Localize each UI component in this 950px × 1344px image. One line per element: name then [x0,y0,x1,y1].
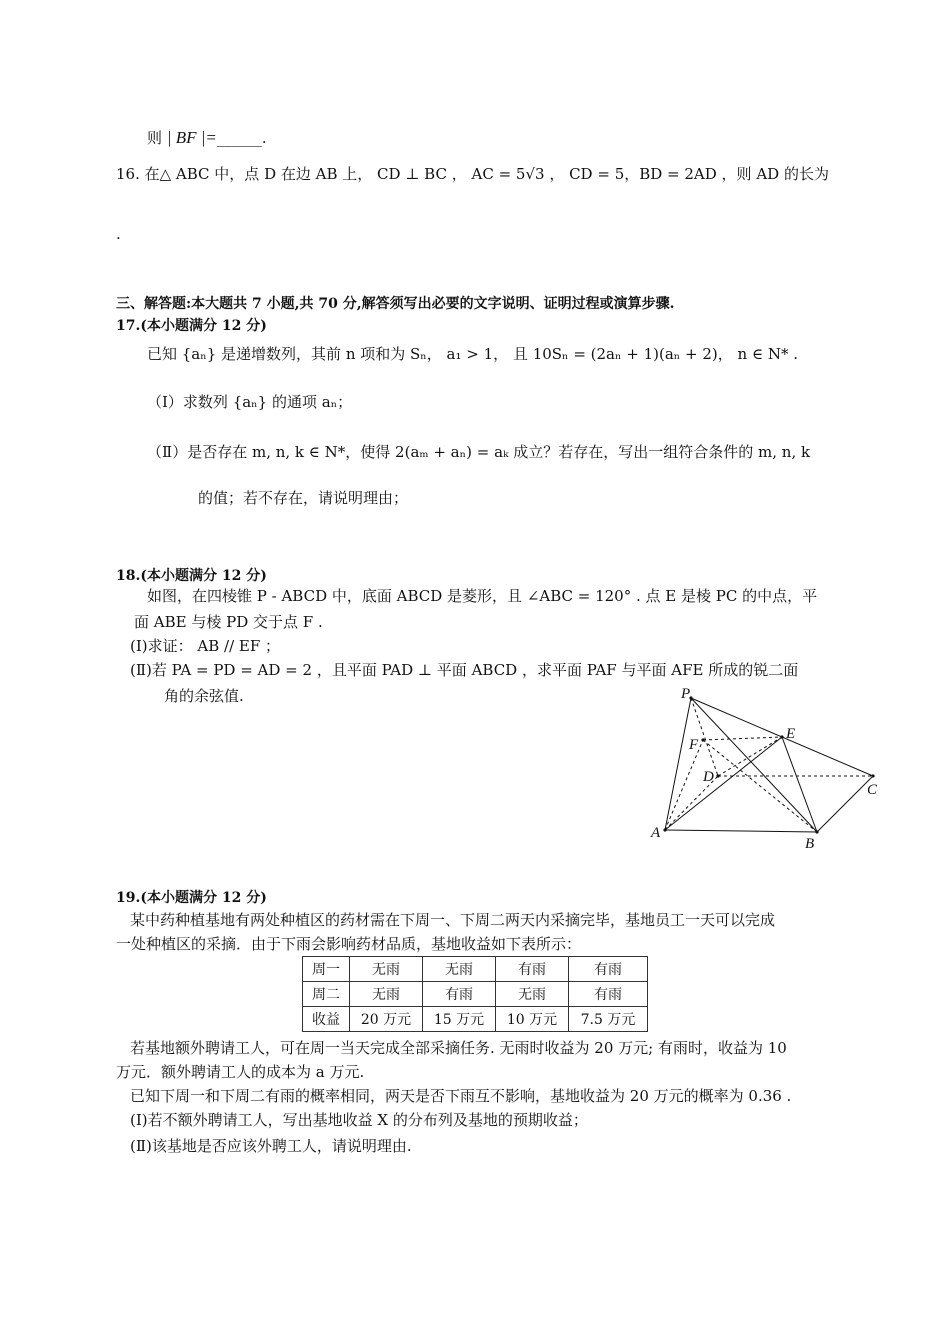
q19-title: 19.(本小题满分 12 分) [116,890,267,906]
q17-title: 17.(本小题满分 12 分) [116,318,267,334]
q19-para1: 若基地额外聘请工人，可在周一当天完成全部采摘任务. 无雨时收益为 20 万元; 有雨时，收益为 10 [130,1039,787,1057]
edge-BC [817,776,873,832]
table-cell: 有雨 [569,982,648,1007]
q15-answer-line [147,128,267,148]
q18-part1: (Ⅰ)求证： AB // EF ； [130,637,281,655]
q15-expression: | BF |= [166,128,217,147]
table-cell: 周一 [303,957,350,982]
table-cell: 20 万元 [350,1007,423,1032]
pyramid-figure [645,682,885,852]
edge-PA [665,698,691,830]
q19-part2: (Ⅱ)该基地是否应该外聘工人，请说明理由. [130,1137,412,1155]
q18-stem-line1: 如图，在四棱锥 P - ABCD 中，底面 ABCD 是菱形，且 ∠ABC = 120° . 点 E 是棱 PC 的中点，平 [147,587,818,605]
edge-AF [665,740,703,830]
label-B: B [805,836,815,852]
income-table [302,956,648,1032]
edge-BE [782,737,817,832]
label-F: F [689,737,699,753]
q16-question: 16. 在△ ABC 中，点 D 在边 AB 上， CD ⊥ BC ， AC = 5√3 ， CD = 5，BD = 2AD ，则 AD 的长为 [116,165,829,183]
q18-stem-line2: 面 ABE 与棱 PD 交于点 F . [134,613,323,631]
q15-blank[interactable]: ______. [216,129,267,147]
q18-part2: (Ⅱ)若 PA = PD = AD = 2 ，且平面 PAD ⊥ 平面 ABCD ，求平面 PAF 与平面 AFE 所成的锐二面 [130,661,799,679]
table-cell: 无雨 [423,957,496,982]
table-cell: 无雨 [350,957,423,982]
table-row [303,1007,648,1032]
label-C: C [867,782,878,798]
label-E: E [786,726,796,742]
table-cell: 无雨 [496,982,569,1007]
q19-para2: 已知下周一和下周二有雨的概率相同，两天是否下雨互不影响，基地收益为 20 万元的概率为 0.36 . [130,1087,792,1105]
q17-stem: 已知 {aₙ} 是递增数列，其前 n 项和为 Sₙ， a₁ > 1， 且 10Sₙ = (2aₙ + 1)(aₙ + 2)， n ∈ N* . [147,345,798,363]
label-P: P [681,686,691,702]
section-3-heading: 三、解答题:本大题共 7 小题,共 70 分,解答须写出必要的文字说明、证明过程或演算步骤. [116,296,675,312]
q19-stem-line1: 某中药种植基地有两处种植区的药材需在下周一、下周二两天内采摘完毕，基地员工一天可以完成 [130,911,776,929]
table-cell: 周二 [303,982,350,1007]
table-row [303,982,648,1007]
edge-DE [718,737,782,776]
table-cell: 10 万元 [496,1007,569,1032]
q18-part2-continued: 角的余弦值. [164,687,244,705]
table-cell: 15 万元 [423,1007,496,1032]
table-cell: 有雨 [496,957,569,982]
q19-para1-continued: 万元．额外聘请工人的成本为 a 万元. [116,1063,365,1081]
q19-part1: (Ⅰ)若不额外聘请工人，写出基地收益 X 的分布列及基地的预期收益； [130,1111,588,1129]
q17-part1: （Ⅰ）求数列 {aₙ} 的通项 aₙ； [147,393,353,411]
q19-stem-line2: 一处种植区的采摘．由于下雨会影响药材品质，基地收益如下表所示： [116,935,582,953]
edge-AB [665,830,817,832]
edge-FE [703,737,782,740]
table-row [303,957,648,982]
edge-AE [665,737,782,830]
q15-prefix: 则 [147,129,163,147]
q18-title: 18.(本小题满分 12 分) [116,568,267,584]
table-cell: 有雨 [569,957,648,982]
table-cell: 收益 [303,1007,350,1032]
table-cell: 7.5 万元 [569,1007,648,1032]
table-cell: 无雨 [350,982,423,1007]
edge-PB [691,698,817,832]
table-cell: 有雨 [423,982,496,1007]
q17-part2-continued: 的值；若不存在，请说明理由； [198,489,409,507]
label-D: D [703,769,714,785]
label-A: A [651,825,661,841]
q17-part2: （Ⅱ）是否存在 m, n, k ∈ N*，使得 2(aₘ + aₙ) = aₖ 成立？若存在，写出一组符合条件的 m, n, k [147,443,811,461]
q16-tail: . [116,225,121,243]
